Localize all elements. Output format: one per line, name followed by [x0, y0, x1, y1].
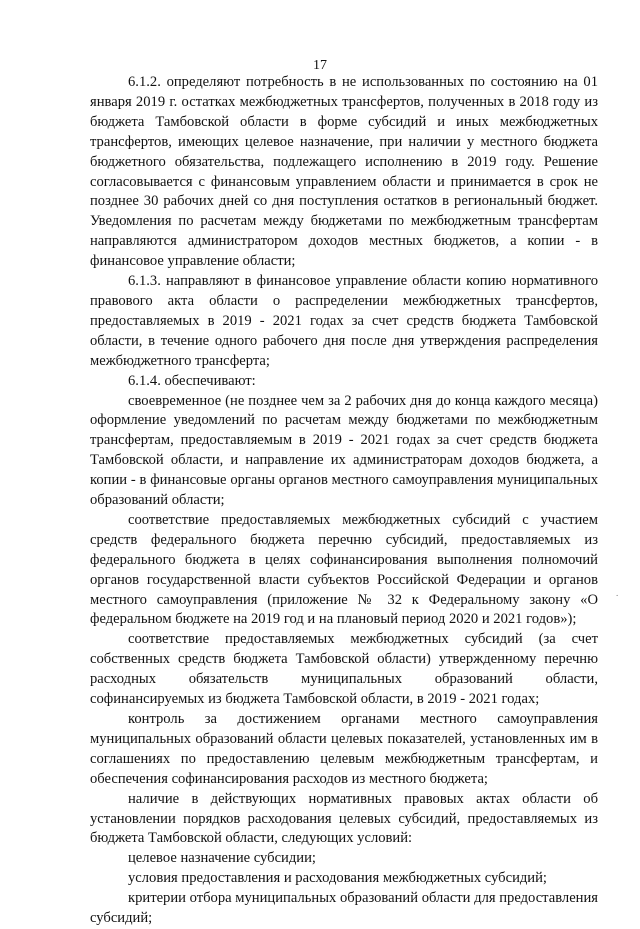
paragraph-federal-subsidies-compliance: соответствие предоставляемых межбюджетных субсидий с участием средств федерального бюджета перечню субсидий, предоставляемых из федерального бюджета в целях софинансирования выполнения полномочий органов государственной власти субъектов Российской Федерации и органов местного самоуправления (приложение № 32 к Федеральному закону «О федеральном бюджете на 2019 год и на плановый период 2020 и 2021 годов»);	[90, 511, 598, 628]
paragraph-6-1-4: 6.1.4. обеспечивают:	[128, 372, 256, 389]
paragraph-regulatory-acts-conditions: наличие в действующих нормативных правовых актах области об установлении порядков расходования целевых субсидий, предоставляемых из бюджета Тамбовской области, следующих условий:	[90, 790, 598, 847]
margin-mark: .	[616, 588, 619, 598]
paragraph-subsidy-conditions: условия предоставления и расходования межбюджетных субсидий;	[128, 870, 547, 887]
paragraph-regional-subsidies-compliance: соответствие предоставляемых межбюджетных субсидий (за счет собственных средств бюджета Тамбовской области) утвержденному перечню расходных обязательств муниципальных образований области, софинансируемых из бюджета Тамбовской области, в 2019 - 2021 годах;	[90, 631, 598, 708]
paragraph-selection-criteria: критерии отбора муниципальных образований области для предоставления субсидий;	[90, 890, 598, 927]
paragraph-timely-notifications: своевременное (не позднее чем за 2 рабочих дня до конца каждого месяца) оформление уведомлений по расчетам между бюджетами по межбюджетным трансфертам, предоставляемым в 2019 - 2021 годах за счет средств бюджета Тамбовской области, и направление их администраторам доходов бюджета, а копии - в финансовые органы органов местного самоуправления муниципальных образований области;	[90, 392, 598, 509]
paragraph-6-1-2: 6.1.2. определяют потребность в не использованных по состоянию на 01 января 2019 г. остатках межбюджетных трансфертов, полученных в 2018 году из бюджета Тамбовской области в форме субсидий и иных межбюджетных трансфертов, имеющих целевое назначение, при наличии у местного бюджета бюджетного обязательства, подлежащего исполнению в 2019 году. Решение согласовывается с финансовым управлением области и принимается в срок не позднее 30 рабочих дней со дня поступления остатков в региональный бюджет. Уведомления по расчетам между бюджетами по межбюджетным трансфертам направляются администратором доходов местных бюджетов, а копии - в финансовое управление области;	[90, 74, 598, 270]
page-number: 17	[313, 58, 327, 73]
paragraph-subsidy-purpose: целевое назначение субсидии;	[128, 850, 316, 867]
document-body	[90, 73, 598, 929]
paragraph-target-indicators-control: контроль за достижением органами местного самоуправления муниципальных образований области целевых показателей, установленных им в соглашениях по предоставлению целевым межбюджетным трансфертам, и обеспечения софинансирования расходов из местного бюджета;	[90, 711, 598, 787]
paragraph-6-1-3: 6.1.3. направляют в финансовое управление области копию нормативного правового акта области о распределении межбюджетных трансфертов, предоставляемых в 2019 - 2021 годах за счет средств бюджета Тамбовской области, в течение одного рабочего дня после дня утверждения распределения межбюджетного трансферта;	[90, 273, 598, 369]
